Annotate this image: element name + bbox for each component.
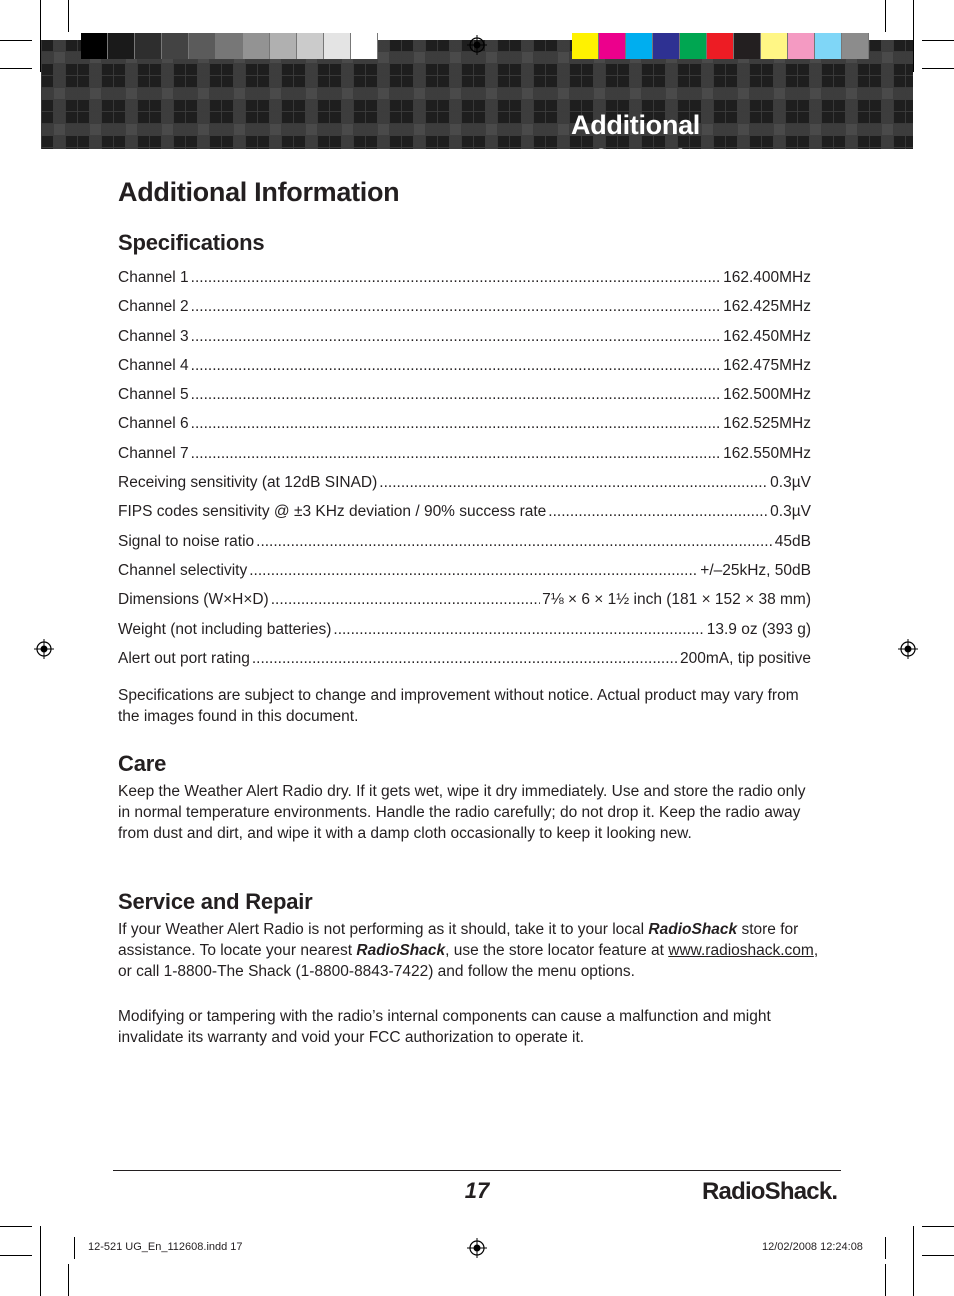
spec-label: Channel 1 xyxy=(118,269,189,286)
spec-row xyxy=(118,292,811,321)
spec-row xyxy=(118,644,811,673)
color-swatch xyxy=(108,33,135,59)
spec-row xyxy=(118,615,811,644)
dot-leader xyxy=(379,468,768,497)
care-heading: Care xyxy=(118,751,167,776)
service-text: , or call 1-8800-The Shack (1-8800-8843-7422) and follow the menu options. xyxy=(118,942,819,980)
spec-label: Channel 6 xyxy=(118,415,189,433)
spec-value: 162.400MHz xyxy=(723,269,811,286)
spec-label: Weight (not including batteries) xyxy=(118,620,332,638)
dot-leader xyxy=(548,497,768,526)
website-link[interactable]: www.radioshack.com xyxy=(668,942,814,959)
spec-row xyxy=(118,468,811,497)
header-band-title: Additional Information xyxy=(571,110,717,174)
crop-mark xyxy=(922,1226,954,1227)
spec-row xyxy=(118,380,811,409)
color-swatch xyxy=(216,33,243,59)
spec-label: Channel 3 xyxy=(118,327,189,345)
spec-label: Channel 5 xyxy=(118,386,189,404)
spec-row xyxy=(118,497,811,526)
dot-leader xyxy=(249,556,698,585)
registration-mark-icon xyxy=(34,639,54,659)
slug-timestamp: 12/02/2008 12:24:08 xyxy=(762,1241,863,1253)
spec-label: Alert out port rating xyxy=(118,649,250,667)
slug-file-info: 12-521 UG_En_112608.indd 17 xyxy=(88,1241,243,1253)
spec-row xyxy=(118,322,811,351)
crop-mark xyxy=(68,0,69,32)
crop-mark xyxy=(885,0,886,32)
dot-leader xyxy=(191,263,721,292)
spec-label: Receiving sensitivity (at 12dB SINAD) xyxy=(118,474,378,492)
color-swatch xyxy=(680,33,707,59)
dot-leader xyxy=(191,380,721,409)
spec-row xyxy=(118,585,811,614)
spec-value: 162.525MHz xyxy=(723,415,811,433)
service-text: store for assistance. To locate your nearest xyxy=(118,921,799,959)
color-swatch xyxy=(761,33,788,59)
process-color-bar xyxy=(572,33,869,59)
color-swatch xyxy=(270,33,297,59)
spec-row xyxy=(118,409,811,438)
specifications-note: Specifications are subject to change and improvement without notice. Actual product may vary from the images found in this document. xyxy=(118,687,799,725)
crop-mark xyxy=(0,1226,32,1227)
brand-name: RadioShack xyxy=(356,942,446,959)
spec-label: Channel 7 xyxy=(118,444,189,462)
spec-row xyxy=(118,439,811,468)
spec-row xyxy=(118,527,811,556)
spec-value: 200mA, tip positive xyxy=(680,649,811,667)
page-number: 17 xyxy=(464,1178,490,1203)
color-swatch xyxy=(653,33,680,59)
crop-mark xyxy=(922,68,954,69)
spec-row xyxy=(118,556,811,585)
dot-leader xyxy=(191,292,721,321)
color-swatch xyxy=(297,33,324,59)
crop-mark xyxy=(0,68,32,69)
crop-mark xyxy=(0,1255,32,1256)
crop-mark xyxy=(922,40,954,41)
color-swatch xyxy=(189,33,216,59)
spec-value: 162.550MHz xyxy=(723,444,811,462)
color-swatch xyxy=(135,33,162,59)
dot-leader xyxy=(191,409,721,438)
spec-label: Dimensions (W×H×D) xyxy=(118,591,269,609)
spec-row xyxy=(118,351,811,380)
brand-name: RadioShack xyxy=(648,921,738,938)
spec-value: 162.475MHz xyxy=(723,356,811,374)
color-swatch xyxy=(351,33,378,59)
crop-mark xyxy=(913,1226,914,1296)
service-paragraph-2: Modifying or tampering with the radio’s internal components can cause a malfunction and might invalidate its warranty and void your FCC authorization to operate it. xyxy=(118,1008,771,1046)
dot-leader xyxy=(191,351,721,380)
spec-value: +/–25kHz, 50dB xyxy=(700,561,811,579)
care-text: Keep the Weather Alert Radio dry. If it gets wet, wipe it dry immediately. Use and store the radio only in normal temperature environments. Handle the radio carefully; do not drop it. Keep the radio away from dust and dirt, and wipe it with a damp cloth occasionally to keep it looking new. xyxy=(118,783,806,842)
spec-value: 162.450MHz xyxy=(723,327,811,345)
crop-mark xyxy=(40,1226,41,1296)
dot-leader xyxy=(191,439,721,468)
color-swatch xyxy=(788,33,815,59)
service-paragraph-1 xyxy=(118,919,820,982)
color-swatch xyxy=(243,33,270,59)
spec-value: 45dB xyxy=(774,532,811,550)
color-swatch xyxy=(626,33,653,59)
spec-value: 0.3µV xyxy=(770,474,811,492)
crop-mark xyxy=(913,0,914,72)
color-swatch xyxy=(815,33,842,59)
color-swatch xyxy=(81,33,108,59)
specifications-heading: Specifications xyxy=(118,230,265,255)
spec-value: 162.500MHz xyxy=(723,386,811,404)
dot-leader xyxy=(252,644,678,673)
crop-mark xyxy=(885,1237,886,1259)
spec-label: Channel 4 xyxy=(118,356,189,374)
dot-leader xyxy=(271,585,540,614)
color-swatch xyxy=(707,33,734,59)
radioshack-logo: RadioShack. xyxy=(702,1178,838,1205)
footer-rule xyxy=(113,1170,841,1171)
color-swatch xyxy=(599,33,626,59)
color-swatch xyxy=(162,33,189,59)
crop-mark xyxy=(0,40,32,41)
color-swatch xyxy=(734,33,761,59)
spec-value: 7⅛ × 6 × 1½ inch (181 × 152 × 38 mm) xyxy=(542,591,811,609)
spec-label: Signal to noise ratio xyxy=(118,532,255,550)
spec-value: 0.3µV xyxy=(770,503,811,521)
color-swatch xyxy=(842,33,869,59)
registration-mark-icon xyxy=(467,1238,487,1258)
spec-value: 162.425MHz xyxy=(723,298,811,316)
service-text: If your Weather Alert Radio is not performing as it should, take it to your local xyxy=(118,921,649,938)
dot-leader xyxy=(256,527,773,556)
dot-leader xyxy=(191,322,721,351)
registration-mark-icon xyxy=(467,35,487,55)
spec-label: Channel selectivity xyxy=(118,561,248,579)
crop-mark xyxy=(68,1264,69,1296)
dot-leader xyxy=(333,615,704,644)
spec-label: Channel 2 xyxy=(118,298,189,316)
spec-row xyxy=(118,263,811,292)
crop-mark xyxy=(885,1264,886,1296)
registration-mark-icon xyxy=(898,639,918,659)
crop-mark xyxy=(922,1255,954,1256)
grayscale-color-bar xyxy=(81,33,378,59)
spec-label: FIPS codes sensitivity @ ±3 KHz deviation / 90% success rate xyxy=(118,503,547,521)
crop-mark xyxy=(74,1237,75,1259)
color-swatch xyxy=(324,33,351,59)
service-heading: Service and Repair xyxy=(118,889,313,914)
service-text: , use the store locator feature at xyxy=(445,942,669,959)
color-swatch xyxy=(572,33,599,59)
specifications-list xyxy=(118,263,811,673)
spec-value: 13.9 oz (393 g) xyxy=(706,620,811,638)
page-title: Additional Information xyxy=(118,177,400,207)
